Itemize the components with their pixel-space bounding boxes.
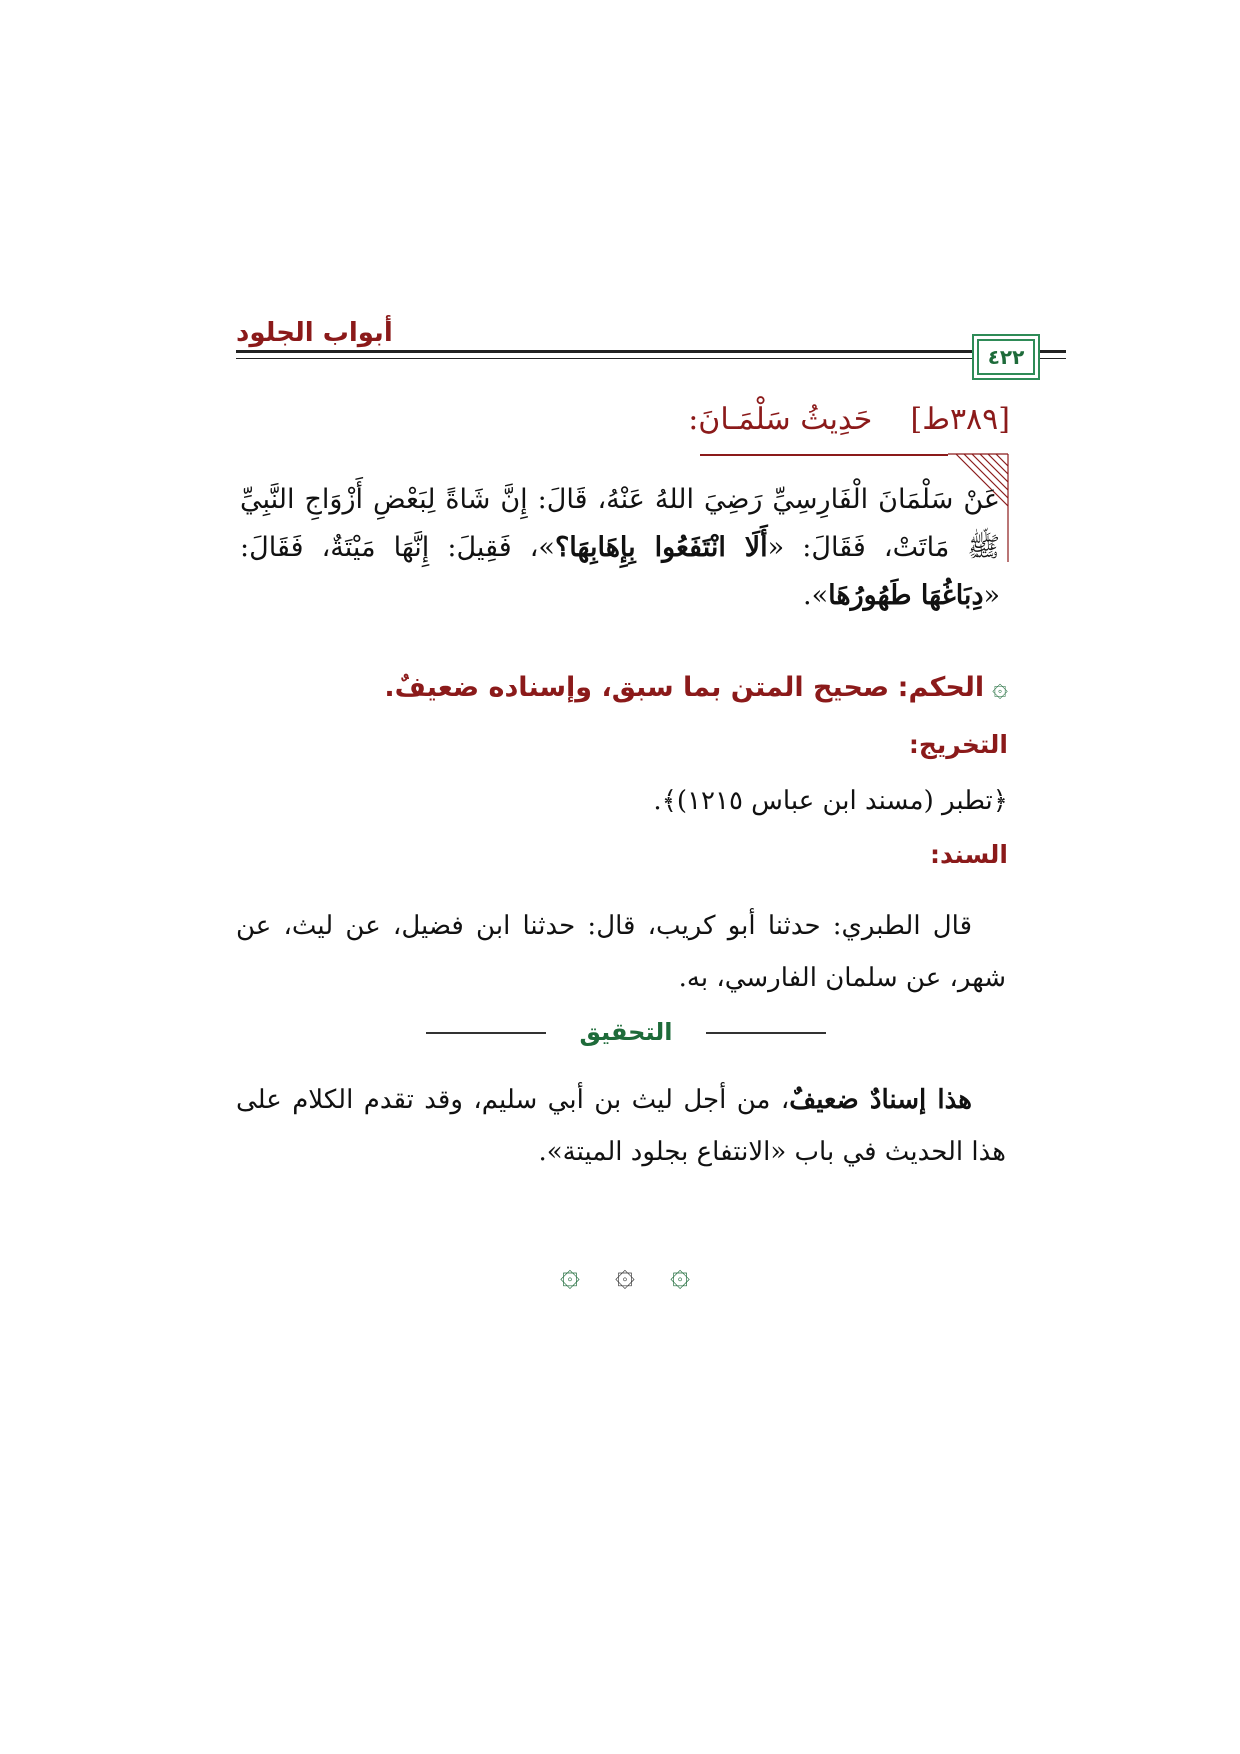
tahqiq-text xyxy=(236,1074,1006,1178)
hadith-narration-end: ». xyxy=(803,580,829,611)
page-number-badge xyxy=(972,334,1040,380)
hadith-number: [٣٨٩ط] xyxy=(910,402,1010,437)
section-heading xyxy=(600,402,1010,437)
end-ornaments xyxy=(560,1250,690,1298)
ruling-verdict: صحيح المتن بما سبق، وإسناده ضعيفٌ. xyxy=(384,672,890,703)
tahqiq-body: ، من أجل ليث بن أبي سليم، وقد تقدم الكلام على هذا الحديث في باب «الانتفاع بجلود الميتة». xyxy=(236,1085,1006,1167)
divider-line-right xyxy=(706,1032,826,1034)
flower-ornament-icon: ۞ xyxy=(615,1254,635,1294)
sanad-label: السند: xyxy=(929,840,1008,869)
prophet-quote-1: أَلَا انْتَفَعُوا بِإِهَابِهَا؟ xyxy=(554,532,768,563)
hadith-text xyxy=(240,476,1000,620)
flower-ornament-icon: ۞ xyxy=(560,1254,580,1294)
running-head: أبواب الجلود xyxy=(236,318,393,348)
tahqiq-divider xyxy=(426,1018,826,1048)
section-title: حَدِيثُ سَلْمَـانَ: xyxy=(688,402,873,437)
flower-icon: ۞ xyxy=(992,672,1008,703)
prophet-quote-2: دِبَاغُهَا طَهُورُهَا xyxy=(828,580,984,611)
takhrij-label: التخريج: xyxy=(908,730,1008,759)
tahqiq-title: التحقيق xyxy=(579,1018,673,1046)
hadith-narration-middle: »، فَقِيلَ: إِنَّهَا مَيْتَةٌ، فَقَالَ: « xyxy=(240,532,1000,611)
page-number: ٤٢٢ xyxy=(987,345,1025,369)
header-rule xyxy=(236,350,1006,353)
hadith-narration: عَنْ سَلْمَانَ الْفَارِسِيِّ رَضِيَ اللهُ عَنْهُ، قَالَ: إِنَّ شَاةً لِبَعْضِ أَزْوَاجِ النَّبِيِّ ﷺ مَاتَتْ، فَقَالَ: « xyxy=(240,484,1000,563)
sanad-text xyxy=(236,900,1006,1004)
tahqiq-lead: هذا إسنادٌ ضعيفٌ xyxy=(789,1085,972,1115)
takhrij-reference: ﴿تطبر (مسند ابن عباس ١٢١٥)﴾. xyxy=(653,786,1008,816)
heading-rule xyxy=(700,454,948,456)
divider-line-left xyxy=(426,1032,546,1034)
flower-ornament-icon: ۞ xyxy=(670,1254,690,1294)
sanad-paragraph: قال الطبري: حدثنا أبو كريب، قال: حدثنا ابن فضيل، عن ليث، عن شهر، عن سلمان الفارسي، به. xyxy=(236,911,1006,993)
header-rule-thin xyxy=(236,358,1006,359)
ruling-line xyxy=(300,672,1008,703)
ruling-label: الحكم: xyxy=(897,672,985,703)
